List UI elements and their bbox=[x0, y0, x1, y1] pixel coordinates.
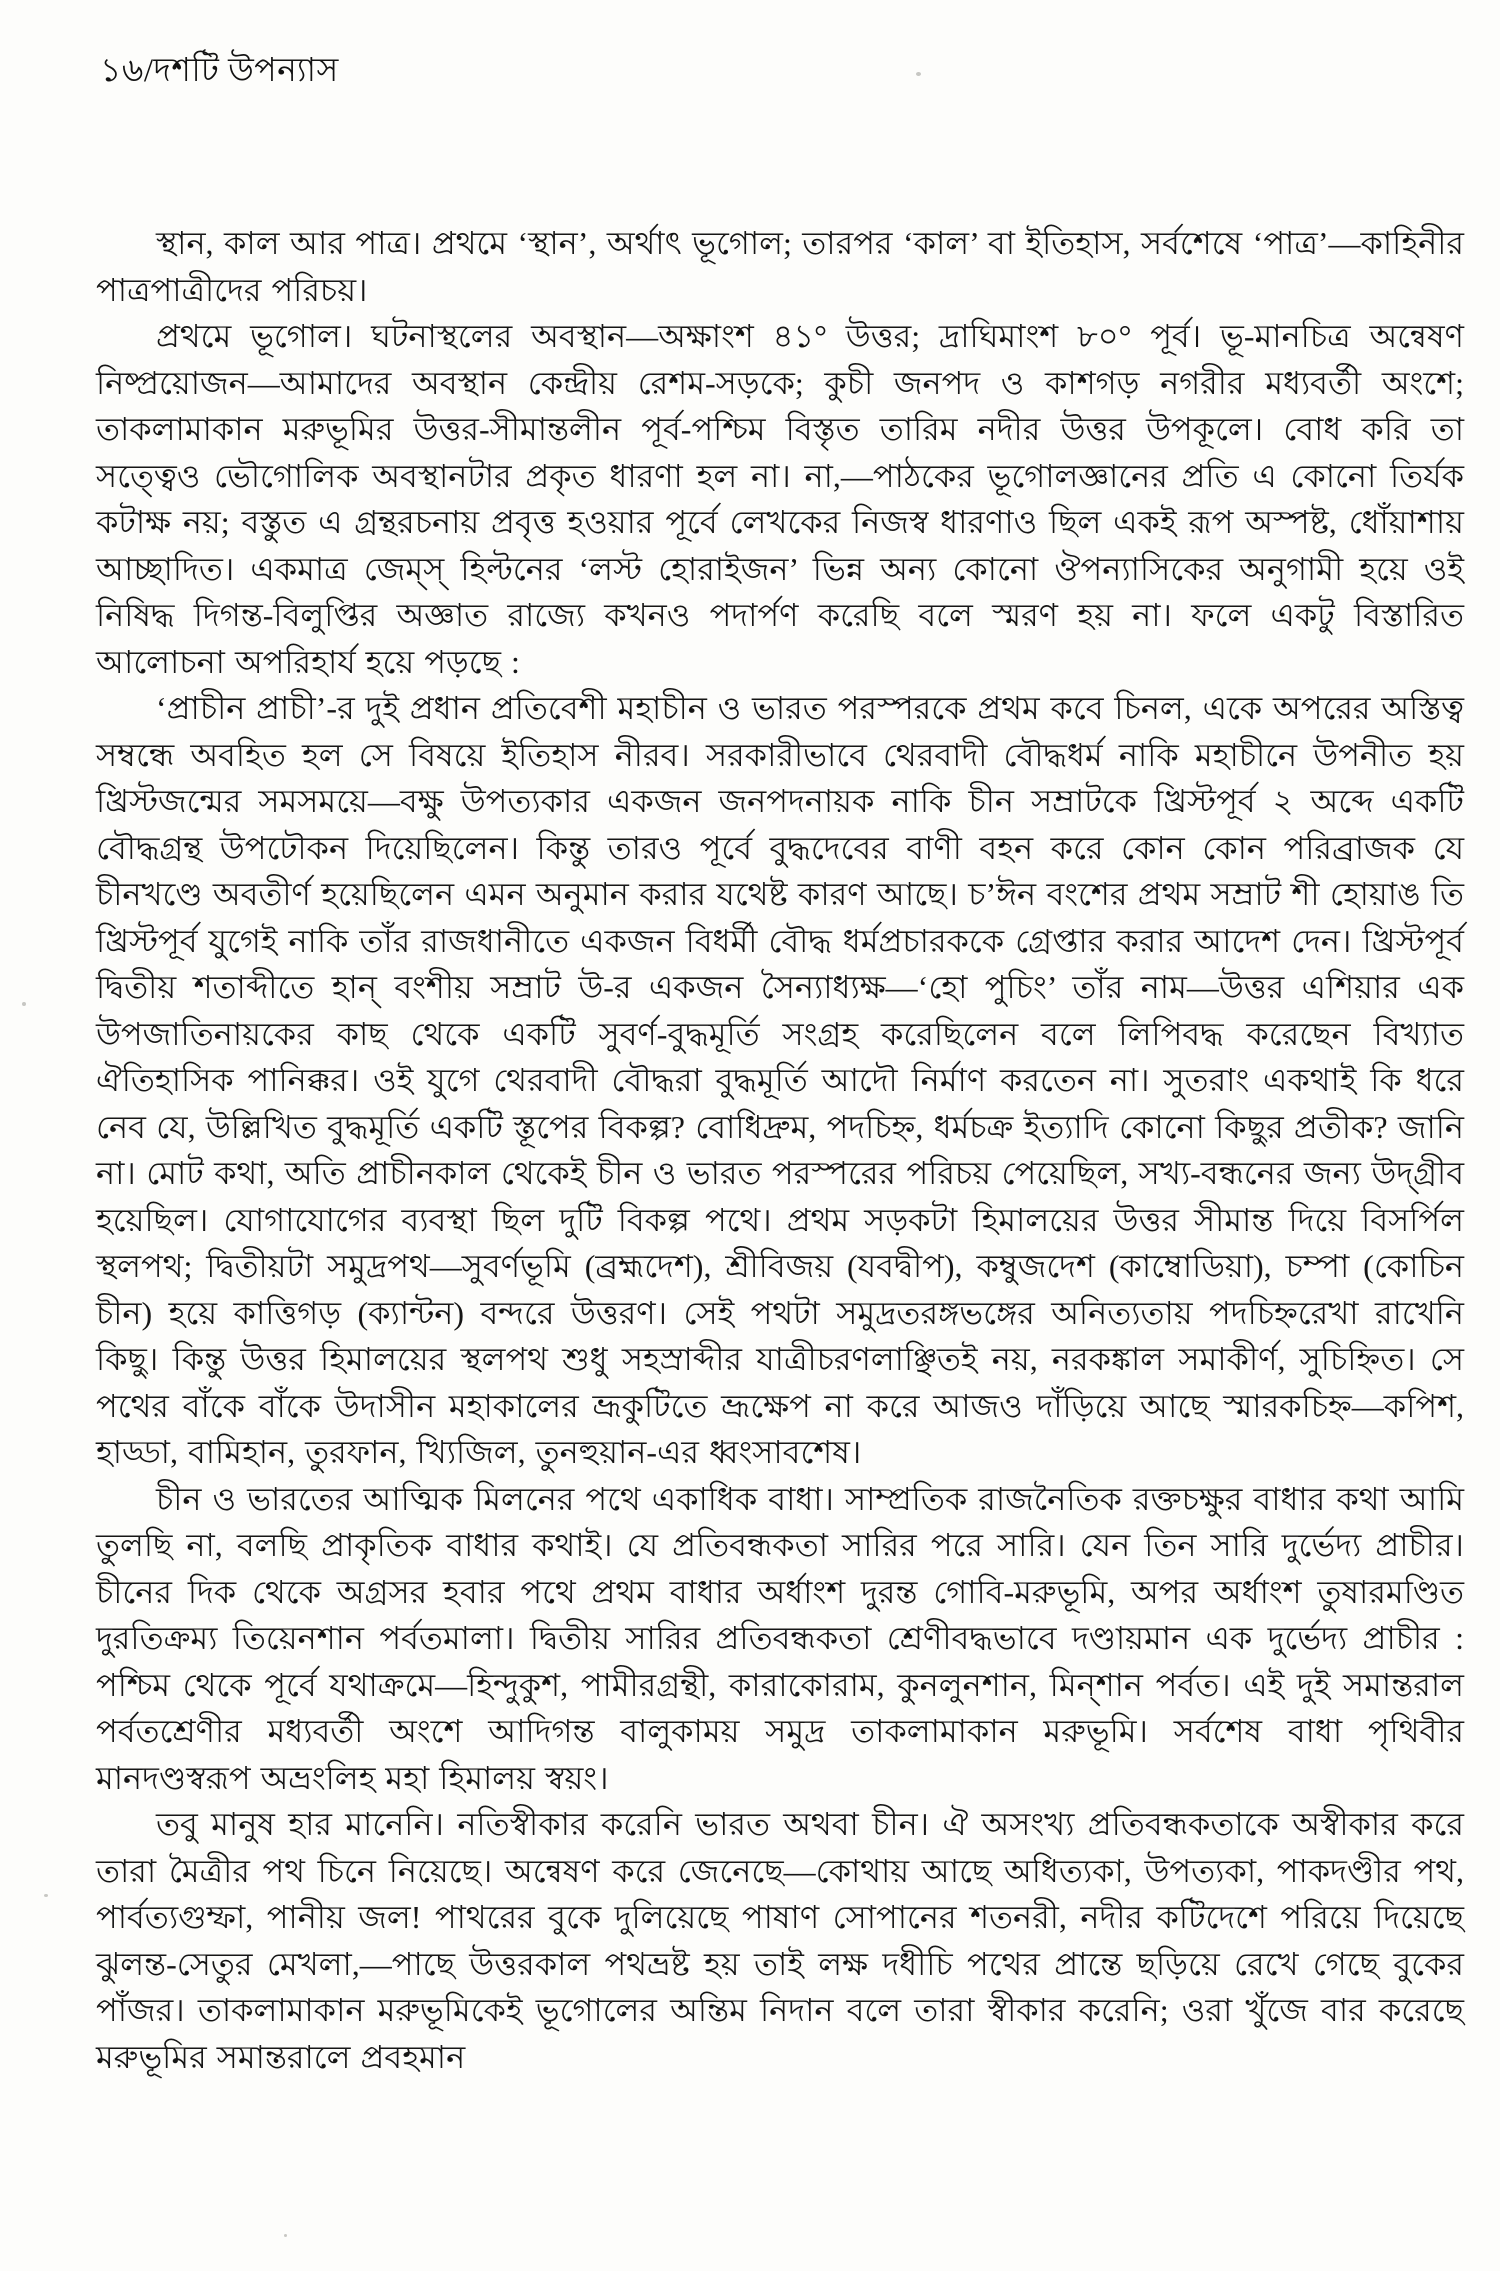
scan-speck bbox=[284, 2234, 287, 2237]
paragraph-geography: প্রথমে ভূগোল। ঘটনাস্থলের অবস্থান—অক্ষাংশ ৪১° উত্তর; দ্রাঘিমাংশ ৮০° পূর্ব। ভূ-মানচিত্র অন্বেষণ নিষ্প্রয়োজন—আমাদের অবস্থান কেন্দ্রীয় রেশম-সড়কে; কুচী জনপদ ও কাশগড় নগরীর মধ্যবর্তী অংশে; তাকলামাকান মরুভূমির উত্তর-সীমান্তলীন পূর্ব-পশ্চিম বিস্তৃত তারিম নদীর উত্তর উপকূলে। বোধ করি তা সত্ত্বেও ভৌগোলিক অবস্থানটার প্রকৃত ধারণা হল না। না,—পাঠকের ভূগোলজ্ঞানের প্রতি এ কোনো তির্যক কটাক্ষ নয়; বস্তুত এ গ্রন্থরচনায় প্রবৃত্ত হওয়ার পূর্বে লেখকের নিজস্ব ধারণাও ছিল একই রূপ অস্পষ্ট, ধোঁয়াশায় আচ্ছাদিত। একমাত্র জেম্‌স্‌ হিল্টনের ‘লস্ট হোরাইজন’ ভিন্ন অন্য কোনো ঔপন্যাসিকের অনুগামী হয়ে ওই নিষিদ্ধ দিগন্ত-বিলুপ্তির অজ্ঞাত রাজ্যে কখনও পদার্পণ করেছি বলে স্মরণ হয় না। ফলে একটু বিস্তারিত আলোচনা অপরিহার্য হয়ে পড়ছে : bbox=[96, 318, 1464, 680]
page-body bbox=[96, 220, 1464, 2080]
scan-speck bbox=[22, 1002, 26, 1006]
paragraph-intro: স্থান, কাল আর পাত্র। প্রথমে ‘স্থান’, অর্থাৎ ভূগোল; তারপর ‘কাল’ বা ইতিহাস, সর্বশেষে ‘পাত্র’—কাহিনীর পাত্রপাত্রীদের পরিচয়। bbox=[96, 225, 1464, 308]
scan-speck bbox=[916, 72, 921, 76]
paragraph-barriers: চীন ও ভারতের আত্মিক মিলনের পথে একাধিক বাধা। সাম্প্রতিক রাজনৈতিক রক্তচক্ষুর বাধার কথা আমি তুলছি না, বলছি প্রাকৃতিক বাধার কথাই। যে প্রতিবন্ধকতা সারির পরে সারি। যেন তিন সারি দুর্ভেদ্য প্রাচীর। চীনের দিক থেকে অগ্রসর হবার পথে প্রথম বাধার অর্ধাংশ দুরন্ত গোবি-মরুভূমি, অপর অর্ধাংশ তুষারমণ্ডিত দুরতিক্রম্য তিয়েনশান পর্বতমালা। দ্বিতীয় সারির প্রতিবন্ধকতা শ্রেণীবদ্ধভাবে দণ্ডায়মান এক দুর্ভেদ্য প্রাচীর : পশ্চিম থেকে পূর্বে যথাক্রমে—হিন্দুকুশ, পামীরগ্রন্থী, কারাকোরাম, কুনলুনশান, মিন্‌শান পর্বত। এই দুই সমান্তরাল পর্বতশ্রেণীর মধ্যবর্তী অংশে আদিগন্ত বালুকাময় সমুদ্র তাকলামাকান মরুভূমি। সর্বশেষ বাধা পৃথিবীর মানদণ্ডস্বরূপ অভ্রংলিহ মহা হিমালয় স্বয়ং। bbox=[96, 1480, 1464, 1796]
scan-speck bbox=[44, 1894, 48, 1897]
running-head: ১৬/দশটি উপন্যাস bbox=[100, 53, 339, 89]
paragraph-perseverance: তবু মানুষ হার মানেনি। নতিস্বীকার করেনি ভারত অথবা চীন। ঐ অসংখ্য প্রতিবন্ধকতাকে অস্বীকার করে তারা মৈত্রীর পথ চিনে নিয়েছে। অন্বেষণ করে জেনেছে—কোথায় আছে অধিত্যকা, উপত্যকা, পাকদণ্ডীর পথ, পার্বত্যগুম্ফা, পানীয় জল! পাথরের বুকে দুলিয়েছে পাষাণ সোপানের শতনরী, নদীর কটিদেশে পরিয়ে দিয়েছে ঝুলন্ত-সেতুর মেখলা,—পাছে উত্তরকাল পথভ্রষ্ট হয় তাই লক্ষ দধীচি পথের প্রান্তে ছড়িয়ে রেখে গেছে বুকের পাঁজর। তাকলামাকান মরুভূমিকেই ভূগোলের অন্তিম নিদান বলে তারা স্বীকার করেনি; ওরা খুঁজে বার করেছে মরুভূমির সমান্তরালে প্রবহমান bbox=[96, 1806, 1464, 2075]
paragraph-history: ‘প্রাচীন প্রাচী’-র দুই প্রধান প্রতিবেশী মহাচীন ও ভারত পরস্পরকে প্রথম কবে চিনল, একে অপরের অস্তিত্ব সম্বন্ধে অবহিত হল সে বিষয়ে ইতিহাস নীরব। সরকারীভাবে থেরবাদী বৌদ্ধধর্ম নাকি মহাচীনে উপনীত হয় খ্রিস্টজন্মের সমসময়ে—বক্ষু উপত্যকার একজন জনপদনায়ক নাকি চীন সম্রাটকে খ্রিস্টপূর্ব ২ অব্দে একটি বৌদ্ধগ্রন্থ উপঢৌকন দিয়েছিলেন। কিন্তু তারও পূর্বে বুদ্ধদেবের বাণী বহন করে কোন কোন পরিব্রাজক যে চীনখণ্ডে অবতীর্ণ হয়েছিলেন এমন অনুমান করার যথেষ্ট কারণ আছে। চ’ঈন বংশের প্রথম সম্রাট শী হোয়াঙ তি খ্রিস্টপূর্ব যুগেই নাকি তাঁর রাজধানীতে একজন বিধর্মী বৌদ্ধ ধর্মপ্রচারককে গ্রেপ্তার করার আদেশ দেন। খ্রিস্টপূর্ব দ্বিতীয় শতাব্দীতে হান্‌ বংশীয় সম্রাট উ-র একজন সৈন্যাধ্যক্ষ—‘হো পুচিং’ তাঁর নাম—উত্তর এশিয়ার এক উপজাতিনায়কের কাছ থেকে একটি সুবর্ণ-বুদ্ধমূর্তি সংগ্রহ করেছিলেন বলে লিপিবদ্ধ করেছেন বিখ্যাত ঐতিহাসিক পানিক্কর। ওই যুগে থেরবাদী বৌদ্ধরা বুদ্ধমূর্তি আদৌ নির্মাণ করতেন না। সুতরাং একথাই কি ধরে নেব যে, উল্লিখিত বুদ্ধমূর্তি একটি স্তূপের বিকল্প? বোধিদ্রুম, পদচিহ্ন, ধর্মচক্র ইত্যাদি কোনো কিছুর প্রতীক? জানি না। মোট কথা, অতি প্রাচীনকাল থেকেই চীন ও ভারত পরস্পরের পরিচয় পেয়েছিল, সখ্য-বন্ধনের জন্য উদ্‌গ্রীব হয়েছিল। যোগাযোগের ব্যবস্থা ছিল দুটি বিকল্প পথে। প্রথম সড়কটা হিমালয়ের উত্তর সীমান্ত দিয়ে বিসর্পিল স্থলপথ; দ্বিতীয়টা সমুদ্রপথ—সুবর্ণভূমি (ব্রহ্মদেশ), শ্রীবিজয় (যবদ্বীপ), কম্বুজদেশ (কাম্বোডিয়া), চম্পা (কোচিন চীন) হয়ে কাত্তিগড় (ক্যান্টন) বন্দরে উত্তরণ। সেই পথটা সমুদ্রতরঙ্গভঙ্গের অনিত্যতায় পদচিহ্নরেখা রাখেনি কিছু। কিন্তু উত্তর হিমালয়ের স্থলপথ শুধু সহস্রাব্দীর যাত্রীচরণলাঞ্ছিতই নয়, নরকঙ্কাল সমাকীর্ণ, সুচিহ্নিত। সে পথের বাঁকে বাঁকে উদাসীন মহাকালের ভ্রূকুটিতে ভ্রূক্ষেপ না করে আজও দাঁড়িয়ে আছে স্মারকচিহ্ন—কপিশ, হাড্ডা, বামিহান, তুরফান, খ্যিজিল, তুনহুয়ান-এর ধ্বংসাবশেষ। bbox=[96, 690, 1464, 1470]
